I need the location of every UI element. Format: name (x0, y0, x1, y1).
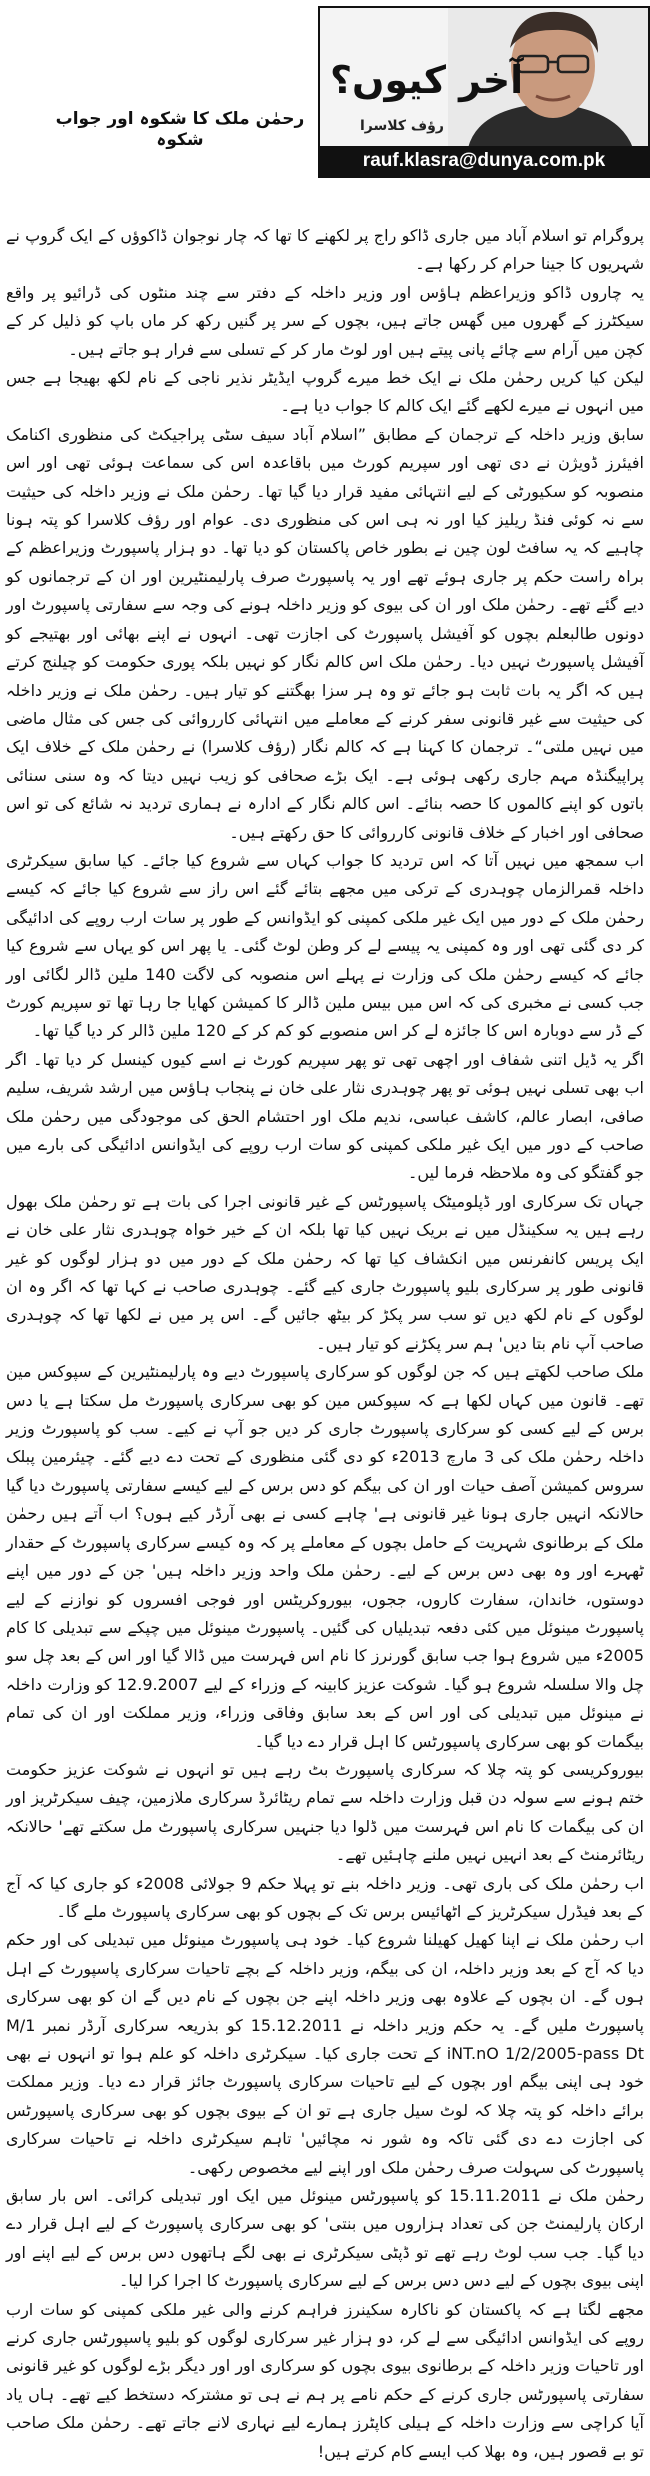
paragraph: مجھے لگتا ہے کہ پاکستان کو ناکارہ سکینرز فراہم کرنے والی غیر ملکی کمپنی کو سات ارب روپے کی ایڈوانس ادائیگی سے لے کر، دو ہزار غیر سرکاری لوگوں کو بلیو پاسپورٹس جاری کرنے اور تاحیات وزیر داخلہ کے برطانوی بیوی بچوں کو سرکاری اور اور دیگر بڑے لوگوں کو غیر قانونی سفارتی پاسپورٹس جاری کرنے کے حکم نامے پر ہم نے ہی تو مشترکہ دستخط کیے تھے۔ ہاں یاد آیا کراچی سے وزارت داخلہ کے ہیلی کاپٹرز ہمارے لیے نہاری لانے جاتے تھے۔ رحمٰن ملک صاحب تو بے قصور ہیں، وہ بھلا کب ایسے کام کرتے ہیں! (6, 2299, 644, 2461)
paragraph: اب سمجھ میں نہیں آتا کہ اس تردید کا جواب کہاں سے شروع کیا جائے۔ کیا سابق سیکرٹری داخلہ قمرالزماں چوہدری کے ترکی میں مجھے بتائے گئے اس راز سے شروع کیا جائے کہ کیسے رحمٰن ملک کے دور میں ایک غیر ملکی کمپنی کو ایڈوانس کے طور پر سات ارب روپے کی ادائیگی کر دی گئی تھی اور وہ کمپنی یہ پیسے لے کر وطن لوٹ گئی۔ یا پھر اس کو یہاں سے شروع کیا جائے کہ کیسے رحمٰن ملک کی وزارت نے پہلے اس منصوبہ کی لاگت 140 ملین ڈالر لگائی اور جب کسی نے مخبری کی کہ اس میں بیس ملین ڈالر کا کمیشن کھایا جا رہا تھا تو سپریم کورٹ کے ڈر سے دوبارہ اس کا جائزہ لے کر اس منصوبے کو کم کر کے 120 ملین ڈالر کر دیا گیا تھا۔ (6, 850, 645, 1041)
paragraph: اگر یہ ڈیل اتنی شفاف اور اچھی تھی تو پھر سپریم کورٹ نے اسے کیوں کینسل کر دیا تھا۔ اگر اب بھی تسلی نہیں ہوئی تو پھر چوہدری نثار علی خان نے پنجاب ہاؤس میں ارشد شریف، سلیم صافی، ابصار عالم، کاشف عباسی، ندیم ملک اور احتشام الحق کی موجودگی میں رحمٰن ملک صاحب کے دور میں ایک غیر ملکی کمپنی کو سات ارب روپے کی ایڈوانس ادائیگی کی بارے میں جو گفتگو کی وہ ملاحظہ فرما لیں۔ (6, 1049, 644, 1183)
columnist-byline-box (318, 6, 650, 178)
article-headline: رحمٰن ملک کا شکوہ اور جواب شکوہ (55, 109, 305, 150)
paragraph: بیوروکریسی کو پتہ چلا کہ سرکاری پاسپورٹ بٹ رہے ہیں تو انہوں نے شوکت عزیز حکومت ختم ہونے سے سولہ دن قبل وزارت داخلہ سے تمام ریٹائرڈ سرکاری ملازمین، چیف سیکرٹریز اور ان کی بیگمات کا نام اس فہرست میں ڈلوا دیا جنہیں سرکاری پاسپورٹ مل سکتے تھے' حالانکہ ریٹائرمنٹ کے بعد انہیں نہیں ملنے چاہئیں تھے۔ (6, 1759, 644, 1865)
article-body (0, 222, 650, 2476)
paragraph: ملک صاحب لکھتے ہیں کہ جن لوگوں کو سرکاری پاسپورٹ دیے وہ پارلیمنٹیرین کے سپوکس مین تھے۔ قانون میں کہاں لکھا ہے کہ سپوکس مین کو بھی سرکاری پاسپورٹ مل سکتا ہے یا دس برس کے لیے کسی کو سرکاری پاسپورٹ جاری کر دیں جو آپ نے کیے۔ سب کو پاسپورٹ وزیر داخلہ رحمٰن ملک کی 3 مارچ 2013ء کو دی گئی منظوری کے تحت دے دیے گئے۔ چیئرمین پبلک سروس کمیشن آصف حیات اور ان کی بیگم کو دس برس کے لیے کیسے سفارتی پاسپورٹ دیا گیا حالانکہ انہیں جاری ہونا غیر قانونی ہے' چاہے کسی نے بھی آرڈر کیے ہوں؟ اب آتے ہیں رحمٰن ملک کے برطانوی شہریت کے حامل بچوں کے معاملے پر کہ وہ کیسے سرکاری پاسپورٹ کے حقدار ٹھہرے اور وہ بھی دس برس کے لیے۔ رحمٰن ملک واحد وزیر داخلہ ہیں' جن کے دور میں اپنے دوستوں، خاندان، سفارت کاروں، ججوں، بیوروکریٹس اور فوجی افسروں کو نوازنے کے لیے پاسپورٹ مینوئل میں کئی دفعہ تبدیلیاں کی گئیں۔ پاسپورٹ مینوئل میں چپکے سے تبدیلی کا کام 2005ء میں شروع ہوا جب سابق گورنرز کا نام اس فہرست میں ڈالا گیا اور اس کے بعد چل سو چل والا سلسلہ شروع ہو گیا۔ شوکت عزیز کابینہ کے وزراء کے لیے 12.9.2007 کو وزارت داخلہ نے مینوئل میں تبدیلی کی اور اس کے بعد سابق وفاقی وزراء، وزیر مملکت اور ان کی تمام بیگمات کو بھی سرکاری پاسپورٹس کا اہل قرار دے دیا گیا۔ (6, 1362, 644, 1751)
author-email: rauf.klasra@dunya.com.pk (320, 146, 648, 176)
column-name-logo: آخر کیوں؟ (330, 58, 524, 102)
column-header (0, 0, 650, 222)
paragraph: پروگرام تو اسلام آباد میں جاری ڈاکو راج پر لکھنے کا تھا کہ چار نوجوان ڈاکوؤں کے ایک گروپ نے شہریوں کا جینا حرام کر رکھا ہے۔ (6, 226, 644, 274)
paragraph: جہاں تک سرکاری اور ڈپلومیٹک پاسپورٹس کے غیر قانونی اجرا کی بات ہے تو رحمٰن ملک بھول رہے ہیں یہ سکینڈل میں نے بریک نہیں کیا تھا بلکہ ان کے خیر خواہ چوہدری نثار علی خان نے ایک پریس کانفرنس میں انکشاف کیا تھا کہ رحمٰن ملک کے دور میں دو ہزار لوگوں کو غیر قانونی طور پر سرکاری بلیو پاسپورٹ جاری کیے گئے۔ چوہدری صاحب نے کہا تھا کہ اگر وہ ان لوگوں کے نام لکھ دیں تو سب سر پکڑ کر بیٹھ جائیں گے۔ اس پر میں نے لکھا تھا کہ چوہدری صاحب آپ نام بتا دیں' ہم سر پکڑنے کو تیار ہیں۔ (6, 1191, 644, 1353)
author-name: رؤف کلاسرا (360, 118, 444, 134)
paragraph: یہ چاروں ڈاکو وزیراعظم ہاؤس اور وزیر داخلہ کے دفتر سے چند منٹوں کی ڈرائیو پر واقع سیکٹرز کے گھروں میں گھس جاتے ہیں، بچوں کے سر پر گنیں رکھ کر ماں باپ کو ذلیل کر کے کچن میں آرام سے چائے پانی پیتے ہیں اور لوٹ مار کر کے تسلی سے فرار ہو جاتے ہیں۔ (6, 282, 644, 359)
paragraph: لیکن کیا کریں رحمٰن ملک نے ایک خط میرے گروپ ایڈیٹر نذیر ناجی کے نام لکھ بھیجا ہے جس میں انہوں نے میرے لکھے گئے ایک کالم کا جواب دیا ہے۔ (6, 368, 644, 416)
paragraph: سابق وزیر داخلہ کے ترجمان کے مطابق ”اسلام آباد سیف سٹی پراجیکٹ کی منظوری اکنامک افیئرز ڈویژن نے دی تھی اور سپریم کورٹ میں باقاعدہ اس کی سماعت ہوئی تھی اور اس منصوبہ کو سکیورٹی کے لیے انتہائی مفید قرار دیا گیا تھا۔ رحمٰن ملک نے وزیر داخلہ کی حیثیت سے نہ کوئی فنڈ ریلیز کیا اور نہ ہی اس کی منظوری دی۔ عوام اور رؤف کلاسرا کو پتہ ہونا چاہیے کہ یہ سافٹ لون چین نے بطور خاص پاکستان کو دیا تھا۔ دو ہزار پاسپورٹ وزیراعظم کے براہ راست حکم پر جاری ہوئے تھے اور یہ پاسپورٹ صرف پارلیمنٹیرین اور ان کے ترجمانوں کو دیے گئے تھے۔ رحمٰن ملک اور ان کی بیوی کو وزیر داخلہ ہونے کی وجہ سے سفارتی پاسپورٹ اور دونوں طالبعلم بچوں کو آفیشل پاسپورٹ کی اجازت تھی۔ انہوں نے اپنے بھائی اور بھتیجے کو آفیشل پاسپورٹ نہیں دیا۔ رحمٰن ملک اس کالم نگار کو نہیں بلکہ پوری حکومت کو چیلنج کرتے ہیں کہ اگر یہ بات ثابت ہو جائے تو وہ ہر سزا بھگتنے کو تیار ہیں۔ رحمٰن ملک نے وزیر داخلہ کی حیثیت سے غیر قانونی سفر کرنے کے معاملے میں انتہائی کارروائی کی جس کی مثال ماضی میں نہیں ملتی“۔ ترجمان کا کہنا ہے کہ کالم نگار (رؤف کلاسرا) نے رحمٰن ملک کے خلاف ایک پراپیگنڈہ مہم جاری رکھی ہوئی ہے۔ ایک بڑے صحافی کو زیب نہیں دیتا کہ وہ سنی سنائی باتوں کو اپنے کالموں کا حصہ بنائے۔ اس کالم نگار کے ادارہ نے ہماری تردید نہ شائع کی تو اس صحافی اور اخبار کے خلاف قانونی کارروائی کا حق رکھتے ہیں۔ (6, 424, 644, 842)
paragraph: رحمٰن ملک نے 15.11.2011 کو پاسپورٹس مینوئل میں ایک اور تبدیلی کرائی۔ اس بار سابق ارکان پارلیمنٹ جن کی تعداد ہزاروں میں بنتی' کو بھی سرکاری پاسپورٹ کے لیے اہل قرار دے دیا گیا۔ جب سب لوٹ رہے تھے تو ڈپٹی سیکرٹری نے بھی لگے ہاتھوں دس برس کے لیے اپنے اور اپنی بیوی بچوں کے لیے دس دس برس کے لیے سرکاری پاسپورٹ کا اجرا کرا لیا۔ (6, 2186, 645, 2291)
paragraph: اب رحمٰن ملک نے اپنا کھیل کھیلنا شروع کیا۔ خود ہی پاسپورٹ مینوئل میں تبدیلی کی اور حکم دیا کہ آج کے بعد وزیر داخلہ، ان کی بیگم، وزیر داخلہ کے بچے تاحیات سرکاری پاسپورٹ کے اہل ہوں گے۔ ان بچوں کے علاوہ بھی وزیر داخلہ اپنے جن بچوں کے نام دیں گے ان کو بھی سرکاری پاسپورٹ ملیں گے۔ یہ حکم وزیر داخلہ نے 15.12.2011 کو بذریعہ سرکاری آرڈر نمبر M/1 iNT.nO 1/2/2005-pass Dt کے تحت جاری کیا۔ سیکرٹری داخلہ کو علم ہوا تو انہوں نے بھی خود ہی اپنی بیگم اور بچوں کے لیے تاحیات سرکاری پاسپورٹ جائز قرار دے دیا۔ وزیر مملکت برائے داخلہ کو پتہ چلا کہ لوٹ سیل جاری ہے تو ان کے بیوی بچوں کو بھی سرکاری پاسپورٹس کی اجازت دے دی گئی تاکہ وہ شور نہ مچائیں' تاہم سیکرٹری داخلہ نے تاحیات سرکاری پاسپورٹ کی سہولت صرف رحمٰن ملک اور اپنے لیے مخصوص رکھی۔ (6, 1930, 645, 2177)
paragraph: اب رحمٰن ملک کی باری تھی۔ وزیر داخلہ بنے تو پہلا حکم 9 جولائی 2008ء کو جاری کیا کہ آج کے بعد فیڈرل سیکرٹریز کے اٹھائیس برس تک کے بچوں کو بھی سرکاری پاسپورٹ ملے گا۔ (6, 1873, 645, 1921)
